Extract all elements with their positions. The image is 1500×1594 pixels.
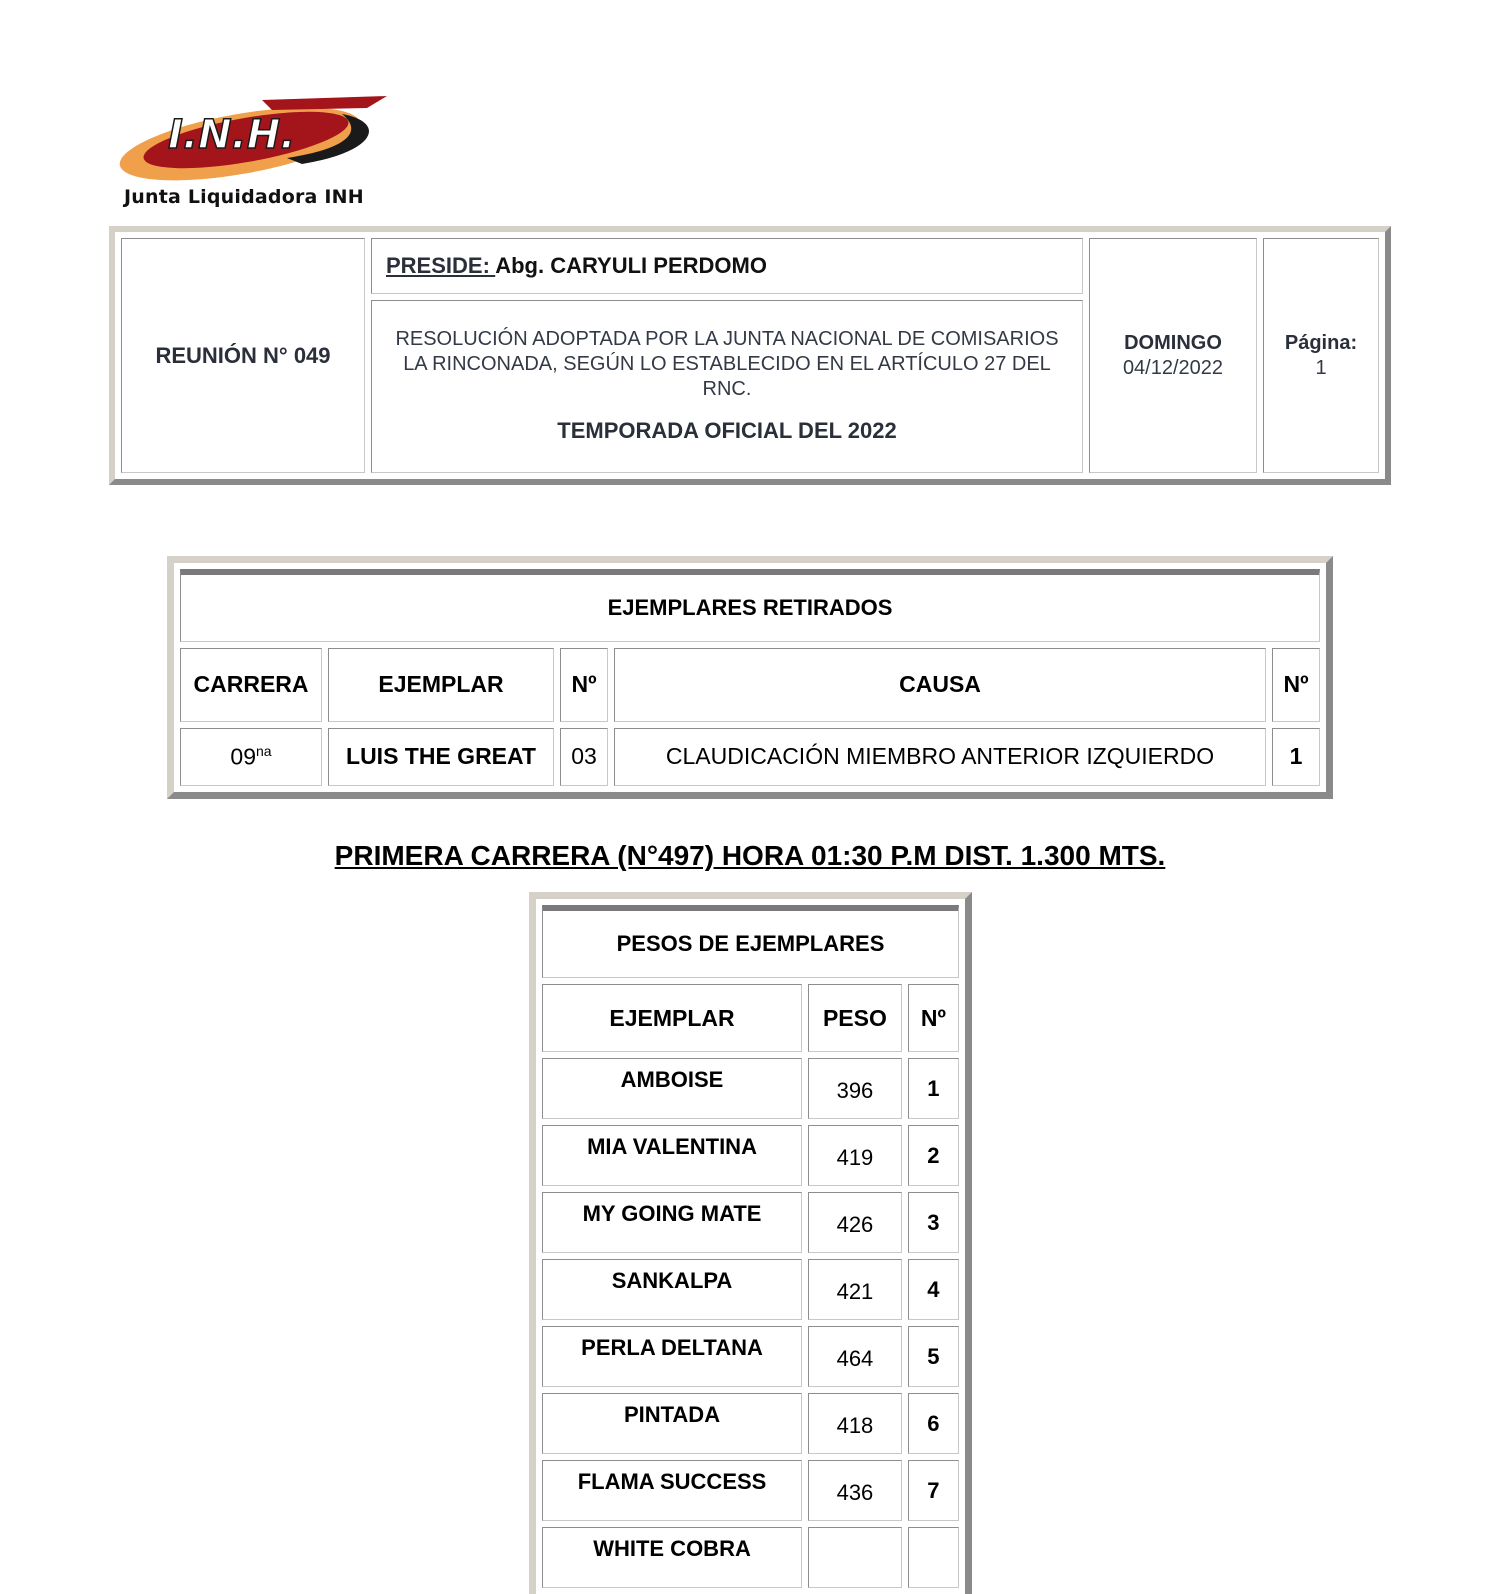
- causa-cell: CLAUDICACIÓN MIEMBRO ANTERIOR IZQUIERDO: [614, 728, 1266, 786]
- preside-cell: [371, 238, 1083, 294]
- preside-label: PRESIDE:: [386, 253, 496, 278]
- ejemplar-cell: SANKALPA: [542, 1259, 802, 1320]
- col-n: Nº: [1272, 648, 1320, 722]
- col-ejemplar: EJEMPLAR: [328, 648, 554, 722]
- date-cell: [1089, 238, 1257, 473]
- ejemplar-cell: MIA VALENTINA: [542, 1125, 802, 1186]
- table-row: [542, 1058, 959, 1119]
- page-cell: [1263, 238, 1379, 473]
- resolution-cell: [371, 300, 1083, 473]
- table-row: [542, 1125, 959, 1186]
- ejemplar-cell: MY GOING MATE: [542, 1192, 802, 1253]
- ejemplar-cell: FLAMA SUCCESS: [542, 1460, 802, 1521]
- page-label: Página:: [1284, 331, 1358, 354]
- reunion-header-table: [109, 226, 1391, 485]
- ejemplar-cell: PINTADA: [542, 1393, 802, 1454]
- table-row: [542, 1326, 959, 1387]
- pesos-title: PESOS DE EJEMPLARES: [542, 905, 959, 978]
- peso-cell: 421: [808, 1259, 902, 1320]
- table-row: [180, 728, 1320, 786]
- carrera-cell: [180, 728, 322, 786]
- day-name: DOMINGO: [1124, 331, 1222, 354]
- retirados-title: EJEMPLARES RETIRADOS: [180, 569, 1320, 642]
- col-numero: Nº: [560, 648, 608, 722]
- table-row: [542, 1393, 959, 1454]
- n-cell: 4: [908, 1259, 959, 1320]
- n-cell: 6: [908, 1393, 959, 1454]
- carrera-suffix: na: [256, 743, 272, 760]
- peso-cell: 436: [808, 1460, 902, 1521]
- logo-mark-text: I.N.H.: [168, 112, 296, 158]
- col-n: Nº: [908, 984, 959, 1052]
- col-peso: PESO: [808, 984, 902, 1052]
- season-title: TEMPORADA OFICIAL DEL 2022: [557, 417, 897, 443]
- n-cell: 5: [908, 1326, 959, 1387]
- peso-cell: 396: [808, 1058, 902, 1119]
- ejemplar-cell: PERLA DELTANA: [542, 1326, 802, 1387]
- resolution-text: RESOLUCIÓN ADOPTADA POR LA JUNTA NACIONAL DE COMISARIOS LA RINCONADA, SEGÚN LO ESTABLECIDO EN EL ARTÍCULO 27 DEL RNC.: [395, 327, 1059, 400]
- ejemplar-cell: AMBOISE: [542, 1058, 802, 1119]
- peso-cell: 418: [808, 1393, 902, 1454]
- retirados-table: [167, 556, 1333, 799]
- peso-cell: 419: [808, 1125, 902, 1186]
- carrera-value: 09: [230, 743, 256, 770]
- n-cell: 7: [908, 1460, 959, 1521]
- col-carrera: CARRERA: [180, 648, 322, 722]
- peso-cell: 426: [808, 1192, 902, 1253]
- n-cell: 1: [1272, 728, 1320, 786]
- race-title: PRIMERA CARRERA (N°497) HORA 01:30 P.M DIST. 1.300 MTS.: [334, 840, 1166, 871]
- peso-cell: [808, 1527, 902, 1588]
- inh-logo: [112, 92, 392, 217]
- table-row: [542, 1192, 959, 1253]
- col-ejemplar: EJEMPLAR: [542, 984, 802, 1052]
- col-causa: CAUSA: [614, 648, 1266, 722]
- table-row: [542, 1460, 959, 1521]
- pesos-table: [529, 892, 972, 1594]
- numero-cell: 03: [560, 728, 608, 786]
- inh-logo-mark: [112, 92, 392, 187]
- date-value: 04/12/2022: [1122, 356, 1224, 379]
- ejemplar-cell: LUIS THE GREAT: [328, 728, 554, 786]
- n-cell: 3: [908, 1192, 959, 1253]
- reunion-number: REUNIÓN N° 049: [121, 238, 365, 473]
- table-row: [542, 1259, 959, 1320]
- table-row: [542, 1527, 959, 1588]
- preside-name: Abg. CARYULI PERDOMO: [495, 253, 767, 278]
- page-number: 1: [1315, 356, 1327, 379]
- n-cell: 2: [908, 1125, 959, 1186]
- logo-caption: Junta Liquidadora INH: [124, 186, 364, 208]
- ejemplar-cell: WHITE COBRA: [542, 1527, 802, 1588]
- peso-cell: 464: [808, 1326, 902, 1387]
- n-cell: [908, 1527, 959, 1588]
- n-cell: 1: [908, 1058, 959, 1119]
